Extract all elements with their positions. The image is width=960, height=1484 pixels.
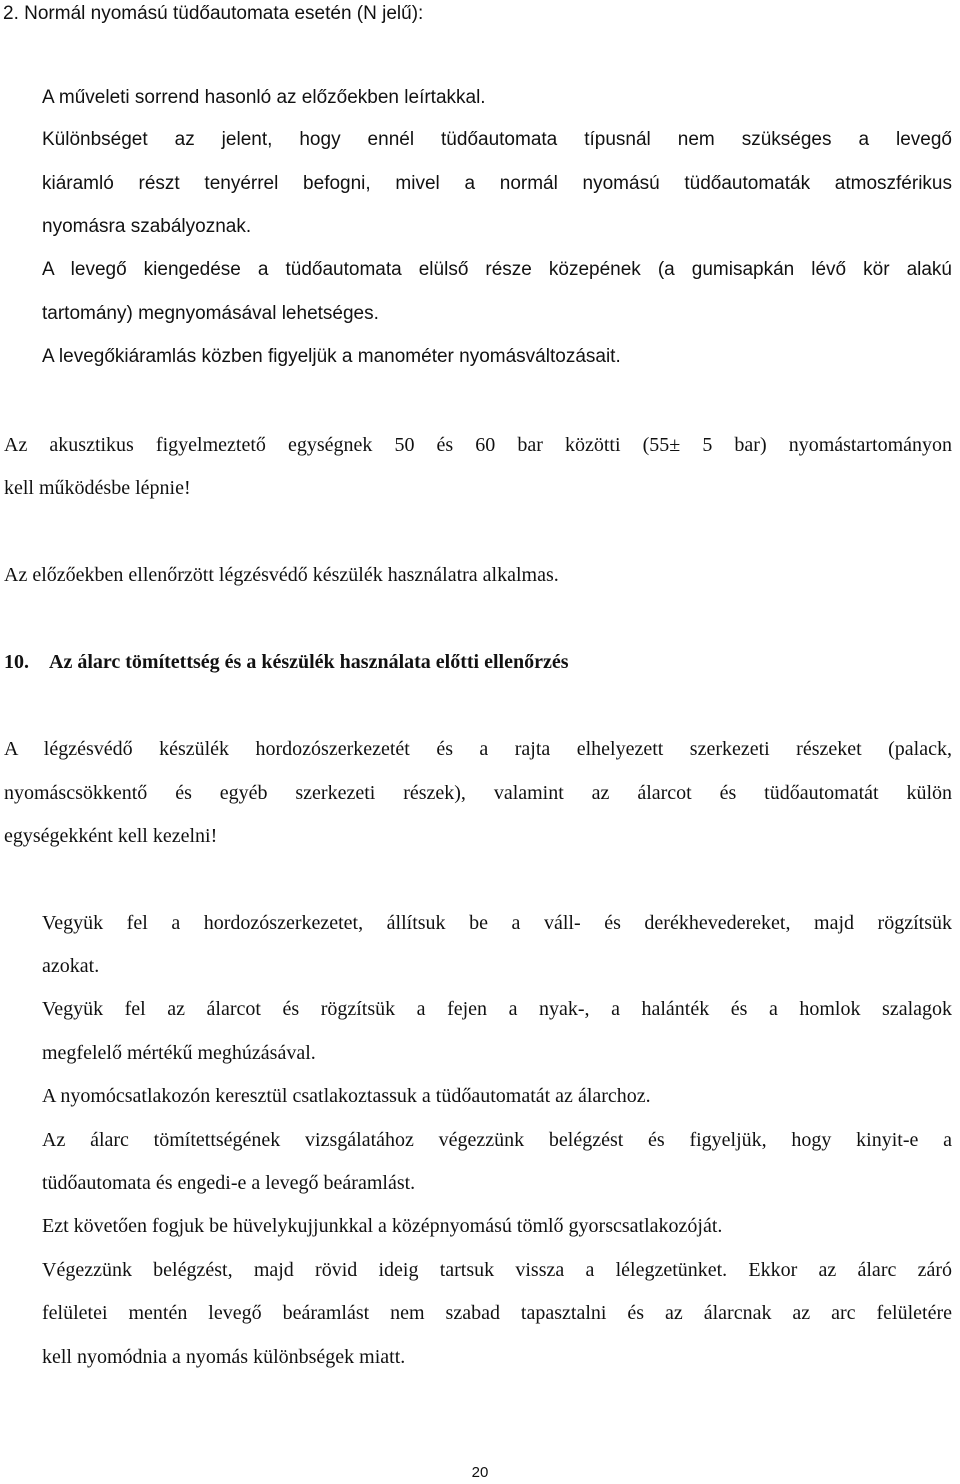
paragraph-line: Végezzünk belégzést, majd rövid ideig tartsuk vissza a lélegzetünket. Ekkor az álarc záró [42, 1259, 952, 1281]
paragraph-line: Az akusztikus figyelmeztető egységnek 50 és 60 bar közötti (55± 5 bar) nyomástartományon [4, 434, 952, 456]
paragraph-line: Ezt követően fogjuk be hüvelykujjunkkal a középnyomású tömlő gyorscsatlakozóját. [42, 1215, 723, 1237]
paragraph-line: A levegő kiengedése a tüdőautomata elülső része közepének (a gumisapkán lévő kör alakú [42, 259, 952, 280]
paragraph-line: tartomány) megnyomásával lehetséges. [42, 303, 379, 324]
paragraph-line: Különbséget az jelent, hogy ennél tüdőautomata típusnál nem szükséges a levegő [42, 129, 952, 150]
paragraph-line: A műveleti sorrend hasonló az előzőekben leírtakkal. [42, 87, 486, 108]
paragraph-line: tüdőautomata és engedi-e a levegő beáramlást. [42, 1172, 416, 1194]
paragraph-line: Vegyük fel az álarcot és rögzítsük a fejen a nyak-, a halánték és a homlok szalagok [42, 998, 952, 1020]
paragraph-line: Vegyük fel a hordozószerkezetet, állítsuk be a váll- és derékhevedereket, majd rögzítsük [42, 912, 952, 934]
paragraph-line: megfelelő mértékű meghúzásával. [42, 1042, 316, 1064]
paragraph-line: A nyomócsatlakozón keresztül csatlakoztassuk a tüdőautomatát az álarchoz. [42, 1085, 651, 1107]
section-heading-title: Az álarc tömítettség és a készülék használata előtti ellenőrzés [49, 651, 569, 673]
paragraph-line: A levegőkiáramlás közben figyeljük a manométer nyomásváltozásait. [42, 346, 621, 367]
paragraph-line: felületei mentén levegő beáramlást nem szabad tapasztalni és az álarcnak az arc felületére [42, 1302, 952, 1324]
paragraph-line: egységekként kell kezelni! [4, 825, 218, 847]
paragraph-line: nyomáscsökkentő és egyéb szerkezeti részek), valamint az álarcot és tüdőautomatát külön [4, 782, 952, 804]
section-title: 2. Normál nyomású tüdőautomata esetén (N jelű): [3, 3, 424, 24]
paragraph-line: kell nyomódnia a nyomás különbségek miatt. [42, 1346, 406, 1368]
paragraph-line: Az álarc tömítettségének vizsgálatához végezzünk belégzést és figyeljük, hogy kinyit-e a [42, 1129, 952, 1151]
page-number: 20 [471, 1464, 489, 1481]
paragraph-line: kell működésbe lépnie! [4, 477, 191, 499]
section-heading-number: 10. [4, 651, 29, 673]
paragraph-line: kiáramló részt tenyérrel befogni, mivel a normál nyomású tüdőautomaták atmoszférikus [42, 173, 952, 194]
paragraph-line: nyomásra szabályoznak. [42, 216, 252, 237]
paragraph-line: Az előzőekben ellenőrzött légzésvédő készülék használatra alkalmas. [4, 564, 559, 586]
paragraph-line: A légzésvédő készülék hordozószerkezetét és a rajta elhelyezett szerkezeti részeket (palack, [4, 738, 952, 760]
paragraph-line: azokat. [42, 955, 100, 977]
